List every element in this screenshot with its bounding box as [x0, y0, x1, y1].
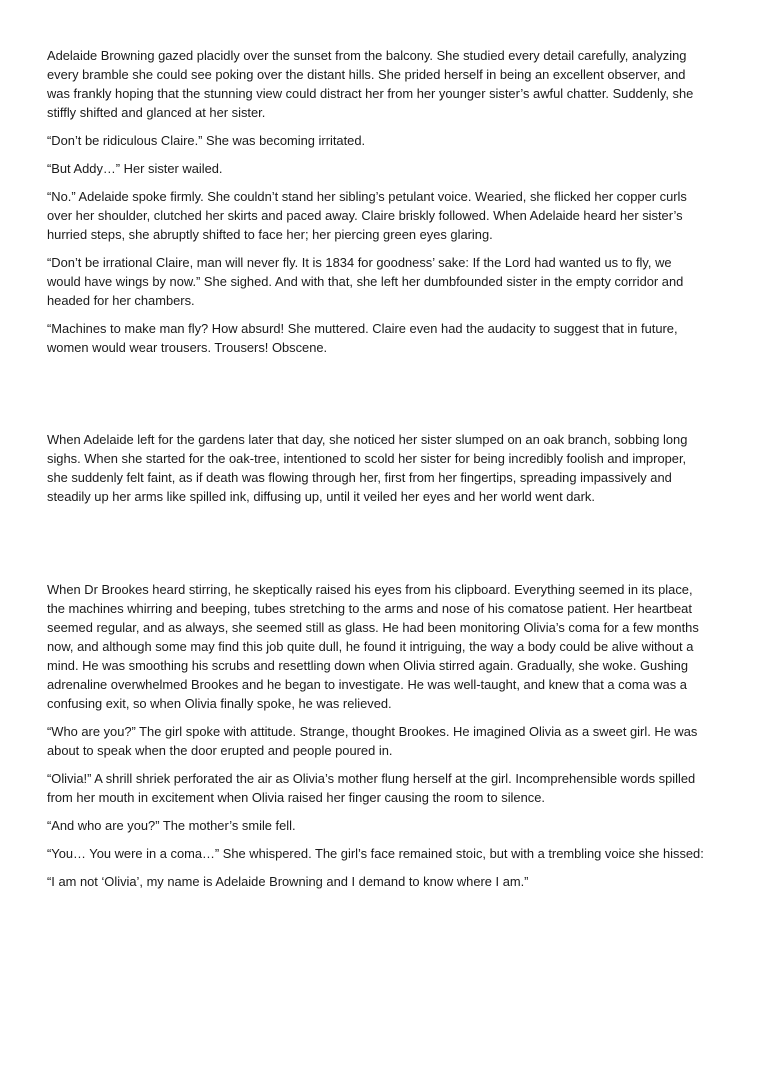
section-spacer: [47, 515, 704, 580]
paragraph: “You… You were in a coma…” She whispered. The girl’s face remained stoic, but with a trembling voice she hissed:: [47, 846, 704, 861]
paragraph: “Don’t be irrational Claire, man will never fly. It is 1834 for goodness’ sake: If the Lord had wanted us to fly, we would have wings by now.” She sighed. And with that, she left her dumbfounded sister in the empty corridor and headed for her chambers.: [47, 255, 684, 308]
paragraph: When Dr Brookes heard stirring, he skeptically raised his eyes from his clipboard. Everything seemed in its place, the machines whirring and beeping, tubes stretching to the arms and nose of his comatose patient. Her heartbeat seemed regular, and as always, she seemed still as glass. He had been monitoring Olivia’s coma for a few months now, and although some may find this job quite dull, he found it intriguing, the way a body could be alive without a mind. He was smoothing his scrubs and resettling down when Olivia stirred again. Gradually, she woke. Gushing adrenaline overwhelmed Brookes and he began to investigate. He was well-taught, and knew that a coma was a confusing exit, so when Olivia finally spoke, he was relieved.: [47, 582, 699, 711]
paragraph: “Olivia!” A shrill shriek perforated the air as Olivia’s mother flung herself at the girl. Incomprehensible words spilled from her mouth in excitement when Olivia raised her finger causing the room to silence.: [47, 771, 696, 805]
paragraph: “But Addy…” Her sister wailed.: [47, 161, 223, 176]
paragraph: “And who are you?” The mother’s smile fell.: [47, 818, 296, 833]
story-section-hospital: [47, 580, 704, 891]
paragraph: “No.” Adelaide spoke firmly. She couldn’t stand her sibling’s petulant voice. Wearied, she flicked her copper curls over her shoulder, clutched her skirts and paced away. Claire briskly followed. When Adelaide heard her sister’s hurried steps, she abruptly shifted to face her; her piercing green eyes glaring.: [47, 189, 687, 242]
story-section-balcony: [47, 46, 704, 357]
paragraph: Adelaide Browning gazed placidly over the sunset from the balcony. She studied every detail carefully, analyzing every bramble she could see poking over the distant hills. She prided herself in being an excellent observer, and was frankly hoping that the stunning view could distract her from her younger sister’s awful chatter. Suddenly, she stiffly shifted and glanced at her sister.: [47, 48, 694, 120]
section-spacer: [47, 366, 704, 430]
paragraph: “I am not ‘Olivia’, my name is Adelaide Browning and I demand to know where I am.”: [47, 874, 529, 889]
paragraph: “Don’t be ridiculous Claire.” She was becoming irritated.: [47, 133, 366, 148]
paragraph: “Who are you?” The girl spoke with attitude. Strange, thought Brookes. He imagined Olivia as a sweet girl. He was about to speak when the door erupted and people poured in.: [47, 724, 698, 758]
paragraph: When Adelaide left for the gardens later that day, she noticed her sister slumped on an oak branch, sobbing long sighs. When she started for the oak-tree, intentioned to scold her sister for being incredibly foolish and improper, she suddenly felt faint, as if death was flowing through her, first from her fingertips, spreading impassively and steadily up her arms like spilled ink, diffusing up, until it veiled her eyes and her world went dark.: [47, 432, 688, 504]
story-section-garden: [47, 430, 704, 506]
paragraph: “Machines to make man fly? How absurd! She muttered. Claire even had the audacity to suggest that in future, women would wear trousers. Trousers! Obscene.: [47, 321, 678, 355]
